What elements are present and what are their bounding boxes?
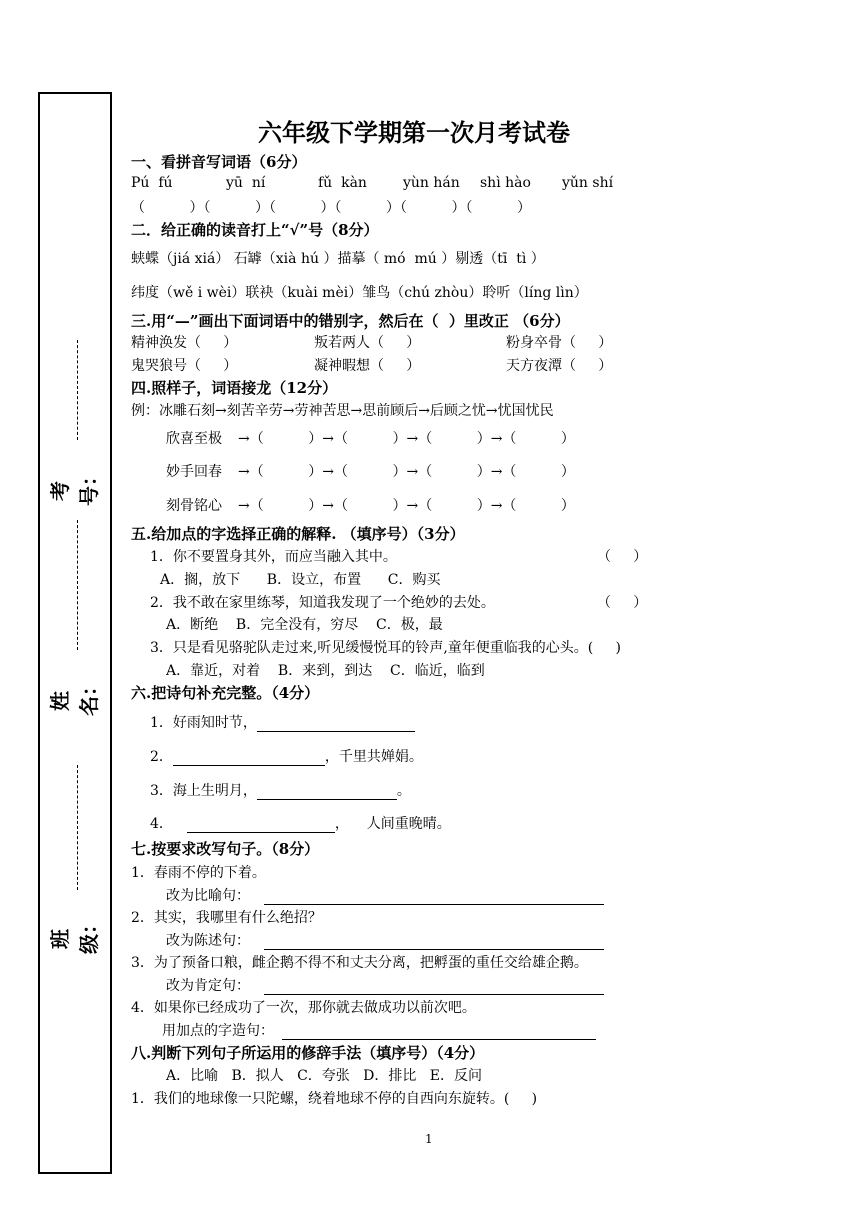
option-list: A．断绝 B．完全没有，穷尽 C．极，最 xyxy=(166,617,443,633)
chain-example: 例：冰雕石刻→刻苦辛劳→劳神苦思→思前顾后→后顾之忧→忧国忧民 xyxy=(131,403,554,419)
poem-text: 。 xyxy=(396,783,411,799)
chain-blanks[interactable]: →（ ）→（ ）→（ ）→（ ） xyxy=(238,431,575,447)
answer-paren[interactable]: （ ） xyxy=(597,595,648,611)
dashed-line xyxy=(77,765,78,890)
option-list: A．比喻 B．拟人 C．夸张 D．排比 E．反问 xyxy=(166,1068,482,1084)
answer-paren[interactable]: （ ） xyxy=(597,549,648,565)
typo-item[interactable]: 天方夜潭（ ） xyxy=(506,358,613,374)
fill-line[interactable] xyxy=(187,832,335,833)
pinyin-5: shì hào xyxy=(480,175,531,191)
section-6-heading: 六.把诗句补充完整。（4分） xyxy=(131,684,320,702)
pronunciation-line-2[interactable]: 纬度（wě i wèi）联袂（kuài mèi）雏鸟（chú zhòu）聆听（líng lìn） xyxy=(131,285,588,301)
option-list: A．靠近，对着 B．来到，到达 C．临近，临到 xyxy=(166,663,485,679)
answer-line[interactable] xyxy=(264,949,604,950)
fill-line[interactable] xyxy=(257,731,415,732)
option-list: A．搁，放下 B．设立，布置 C．购买 xyxy=(160,572,441,588)
answer-line[interactable] xyxy=(264,994,604,995)
typo-item[interactable]: 粉身卒骨（ ） xyxy=(506,335,613,351)
class-label: 班级： xyxy=(48,914,101,954)
chain-start: 欣喜至极 xyxy=(166,431,222,447)
student-name-label: 姓名： xyxy=(48,676,101,716)
question-text[interactable]: 1．我们的地球像一只陀螺，绕着地球不停的自西向东旋转。( ) xyxy=(131,1091,538,1107)
question-text: 2．其实，我哪里有什么绝招？ xyxy=(131,910,322,926)
dashed-line xyxy=(77,340,78,440)
rewrite-line xyxy=(166,975,604,995)
question-text: 1．你不要置身其外，而应当融入其中。 xyxy=(150,549,397,565)
pinyin-2: yū ní xyxy=(226,175,266,191)
page-number: 1 xyxy=(425,1132,433,1146)
answer-line[interactable] xyxy=(264,904,604,905)
requirement-label: 用加点的字造句： xyxy=(162,1023,274,1039)
chain-start: 妙手回春 xyxy=(166,464,222,480)
poem-text: 3．海上生明月， xyxy=(150,783,257,799)
section-2-heading: 二．给正确的读音打上“√”号（8分） xyxy=(131,221,379,239)
typo-item[interactable]: 鬼哭狼号（ ） xyxy=(131,358,238,374)
typo-item[interactable]: 精神涣发（ ） xyxy=(131,335,238,351)
binding-margin-box xyxy=(38,92,112,1174)
exam-number-label: 考号： xyxy=(48,466,101,506)
poem-text: ，千里共婵娟。 xyxy=(324,749,423,765)
pronunciation-line-1[interactable]: 蛱蝶（jiá xiá） 石罅（xià hú ）描摹（ mó mú ）剔透（tī tì ） xyxy=(131,251,545,267)
section-7-heading: 七.按要求改写句子。（8分） xyxy=(131,840,320,858)
poem-text: ， 人间重晚晴。 xyxy=(334,816,451,832)
requirement-label: 改为肯定句： xyxy=(166,978,250,994)
question-text: 2．我不敢在家里练琴，知道我发现了一个绝妙的去处。 xyxy=(150,595,495,611)
requirement-label: 改为陈述句： xyxy=(166,933,250,949)
section-8-heading: 八.判断下列句子所运用的修辞手法（填序号）（4分） xyxy=(131,1044,485,1062)
poem-text: 1．好雨知时节， xyxy=(150,715,257,731)
section-1-heading: 一、看拼音写词语（6分） xyxy=(131,153,307,171)
typo-item[interactable]: 叛若两人（ ） xyxy=(314,335,421,351)
rewrite-line xyxy=(166,885,604,905)
section-4-heading: 四.照样子，词语接龙（12分） xyxy=(131,379,338,397)
poem-line-2 xyxy=(150,746,423,766)
poem-text: 2． xyxy=(150,749,173,765)
chain-blanks[interactable]: →（ ）→（ ）→（ ）→（ ） xyxy=(238,464,575,480)
question-text: 4．如果你已经成功了一次，那你就去做成功以前次吧。 xyxy=(131,1000,476,1016)
poem-line-4 xyxy=(150,813,451,833)
pinyin-3: fǔ kàn xyxy=(318,175,367,191)
pinyin-6: yǔn shí xyxy=(562,175,614,191)
requirement-label: 改为比喻句： xyxy=(166,888,250,904)
question-text: 3．为了预备口粮，雌企鹅不得不和丈夫分离，把孵蛋的重任交给雄企鹅。 xyxy=(131,955,588,971)
rewrite-line xyxy=(162,1020,596,1040)
poem-line-1 xyxy=(150,712,415,732)
dashed-line xyxy=(77,520,78,650)
section-3-heading: 三.用“—”画出下面词语中的错别字，然后在（ ）里改正 （6分） xyxy=(131,312,570,330)
chain-blanks[interactable]: →（ ）→（ ）→（ ）→（ ） xyxy=(238,498,575,514)
poem-text: 4． xyxy=(150,816,173,832)
question-text: 3．只是看见骆驼队走过来,听见缓慢悦耳的铃声,童年便重临我的心头。( ) xyxy=(150,640,621,656)
answer-line[interactable] xyxy=(282,1039,596,1040)
pinyin-4: yùn hán xyxy=(403,175,460,191)
pinyin-1: Pú fú xyxy=(131,175,173,191)
poem-line-3 xyxy=(150,780,411,800)
fill-line[interactable] xyxy=(173,765,325,766)
page-title: 六年级下学期第一次月考试卷 xyxy=(258,118,570,147)
fill-line[interactable] xyxy=(257,799,397,800)
rewrite-line xyxy=(166,930,604,950)
section-5-heading: 五.给加点的字选择正确的解释. （填序号）（3分） xyxy=(131,525,465,543)
answer-blanks[interactable]: （ ）（ ）（ ）（ ）（ ）（ ） xyxy=(131,200,532,216)
typo-item[interactable]: 凝神暇想（ ） xyxy=(314,358,421,374)
chain-start: 刻骨铭心 xyxy=(166,498,222,514)
question-text: 1．春雨不停的下着。 xyxy=(131,865,266,881)
